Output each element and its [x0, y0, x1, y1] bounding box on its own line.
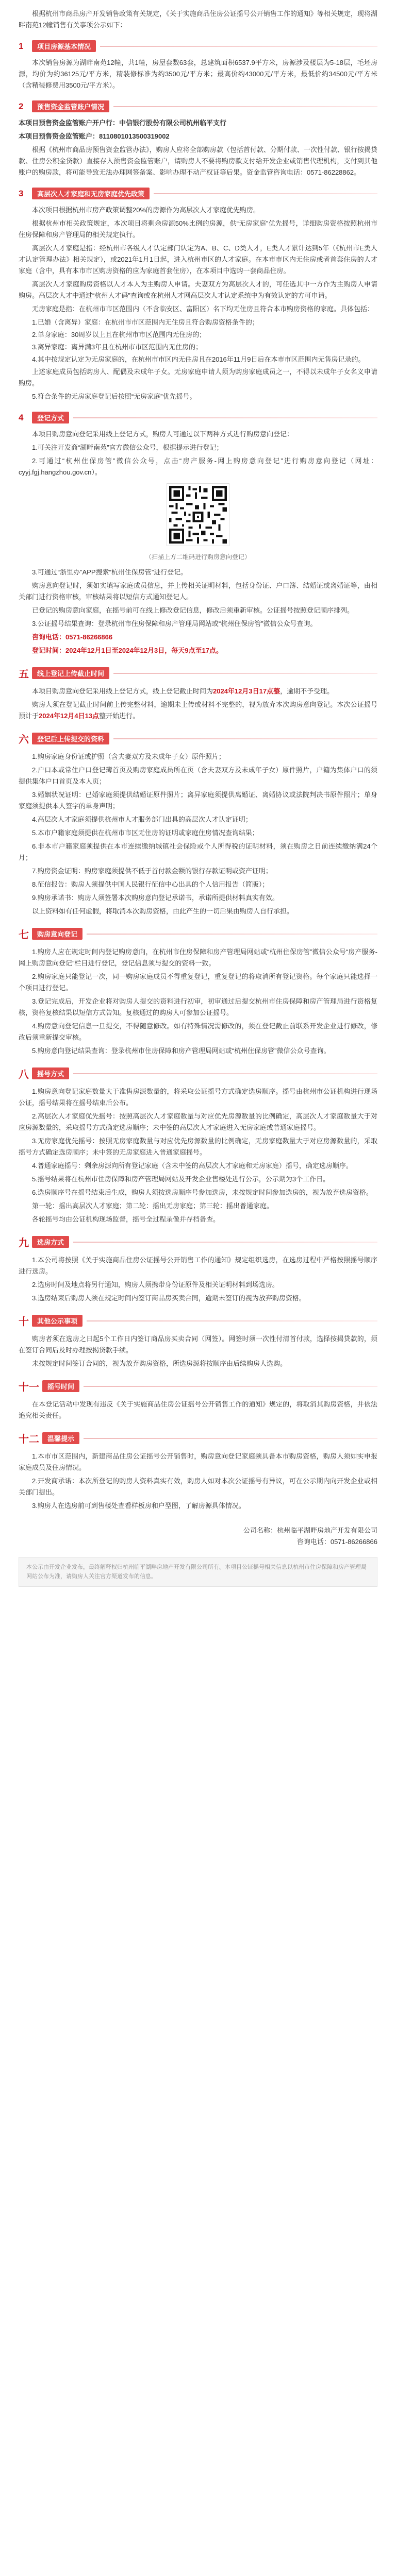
- section-paragraph: 1.本公司将按照《关于实施商品住房公证摇号公开销售工作的通知》规定组织选房，在选房过程中严格按照摇号顺序进行选房。: [19, 1256, 377, 1275]
- section-10: [19, 1313, 377, 1369]
- section-header: [19, 1431, 377, 1446]
- section-1: [19, 40, 377, 91]
- lottery-time: 2024年12月4日13点: [39, 712, 100, 720]
- section-paragraph: 根据杭州市相关政策规定，本次项目将剩余房源50%比例的房源，供“无房家庭”优先摇号，详细购房资格按照杭州市住房保障和房产管理局的相关规定执行。: [19, 219, 377, 239]
- section-number: 3: [19, 188, 24, 198]
- section-header: [19, 1379, 377, 1394]
- section-title: 项目房源基本情况: [32, 40, 96, 52]
- list-item: 6.非本市户籍家庭须提供在本市连续缴纳城镇社会保险或个人所得税的证明材料，须在购房之日前连续缴纳满24个月；: [19, 842, 377, 861]
- list-item: 1.购房家庭身份证或护照（含夫妻双方及未成年子女）原件照片；: [32, 753, 225, 760]
- footer-org: [19, 1525, 377, 1548]
- section-title: 购房意向登记: [32, 928, 82, 940]
- deadline-suffix: ，逾期不予受理。: [280, 687, 334, 695]
- list-item: 8.征信报告：购房人须提供中国人民银行征信中心出具的个人信用报告（简版）；: [32, 880, 269, 888]
- section-paragraph: 5.购房意向登记结果查询：登录杭州市住房保障和房产管理局网站或“杭州住保房管”微信公众号查询。: [32, 1047, 331, 1055]
- list-item: 4.高层次人才家庭须提供杭州市人才服务部门出具的高层次人才认定证明；: [32, 816, 252, 823]
- section-8: [19, 1066, 377, 1225]
- section-header: [19, 40, 377, 52]
- section-paragraph: 2.高层次人才家庭优先摇号：按照高层次人才家庭数量与对应优先房源数量的比例确定，高层次人才家庭数量大于对应房源数量的，采取摇号方式确定选房顺序；未中签的高层次人才家庭进入无房家庭或普通家庭摇号。: [19, 1112, 377, 1131]
- section-paragraph: 本次项目根据杭州市房产政策调整20%的房源作为高层次人才家庭优先购房。: [32, 206, 260, 214]
- list-item: 1.已婚（含离异）家庭：在杭州市市区范围内无住房且符合购房资格条件的；: [32, 318, 259, 326]
- section-2: [19, 100, 377, 178]
- section-title: 高层次人才家庭和无房家庭优先政策: [32, 188, 150, 199]
- section-number: 4: [19, 412, 24, 422]
- section-paragraph: 本项目购房意向登记采用线上登记方式，购房人可通过以下两种方式进行购房意向登记：: [32, 430, 294, 438]
- section-paragraph: 以上资料如有任何虚假，将取消本次购房资格，由此产生的一切后果由购房人自行承担。: [32, 907, 294, 915]
- list-item: 5.本市户籍家庭须提供在杭州市市区无住房的证明或家庭住房情况查询结果；: [32, 829, 259, 837]
- section-title: 摇号方式: [32, 1067, 69, 1079]
- lottery-text: 购房人须在登记截止时间前上传完整材料，逾期未上传或材料不完整的，视为放弃本次购房意向登记。本次公证摇号预计于: [19, 701, 377, 720]
- section-paragraph: 2.开发商承诺：本次所登记的购房人资料真实有效，购房人如对本次公证摇号有异议，可在公示期内向开发企业或相关部门提出。: [19, 1477, 377, 1496]
- section-paragraph: 本次销售房源为湖畔南苑12幢，共1幢，房屋套数63套，总建筑面积6537.9平方米，房源涉及楼层为5-18层，毛坯房源，均价为约36125元/平方米，精装修标准为约3500元/平方米；最高价约43000元/平方米，最低价约34500元/平方米（含精装修费用3500元/平方米）。: [19, 59, 377, 89]
- section-divider: [113, 738, 377, 739]
- section-number: 七: [19, 928, 29, 941]
- section-paragraph: 1.本市市区范围内，新建商品住房公证摇号公开销售时，购房意向登记家庭须具备本市购房资格，购房人须如实申报家庭成员及住房情况。: [19, 1452, 377, 1471]
- section-divider: [73, 1242, 377, 1243]
- section-paragraph: 5.摇号结果将在杭州市住房保障和房产管理局网站及开发企业售楼处进行公示，公示期为3个工作日。: [32, 1175, 330, 1183]
- section-paragraph: 未按规定时间签订合同的，视为放弃购房资格，所选房源将按顺序由后续购房人选购。: [32, 1360, 287, 1367]
- qr-code-icon[interactable]: [167, 483, 229, 546]
- section-number: 九: [19, 1236, 29, 1249]
- section-paragraph: 高层次人才家庭购房资格以人才本人为主购房人申请。夫妻双方为高层次人才的，可任选其中一方作为主购房人申请购房。高层次人才中通过“杭州人才码”查询或在杭州人才网高层次人才认定系统中为有效认定的方可申请。: [19, 280, 377, 299]
- section-number: 1: [19, 41, 24, 51]
- qr-code-container: [19, 483, 377, 546]
- list-item: 2.单身家庭：30周岁以上且在杭州市市区范围内无住房的；: [32, 331, 206, 338]
- section-paragraph: 3.购房人在选房前可到售楼处查看样板房和户型图，了解房源具体情况。: [32, 1502, 245, 1510]
- section-5: [19, 666, 377, 722]
- section-paragraph: 已登记的购房意向家庭，在摇号前可在线上修改登记信息，修改后须重新审核。公证摇号按照登记顺序排列。: [32, 606, 354, 614]
- section-11: [19, 1379, 377, 1421]
- section-title: 线上登记上传截止时间: [32, 667, 109, 679]
- section-header: [19, 100, 377, 112]
- section-divider: [154, 193, 377, 194]
- footer-note: 本公示由开发企业发布，最终解释权归杭州临平湖畔房地产开发有限公司所有。本项目公证摇号相关信息以杭州市住房保障和房产管理局网站公布为准，请购房人关注官方渠道发布的信息。: [19, 1557, 377, 1587]
- section-title: 预售资金监管账户情况: [32, 100, 109, 112]
- consult-phone: 咨询电话：0571-86266866: [32, 633, 113, 641]
- method-2: 2.可通过“杭州住保房管”微信公众号，点击“房产服务-网上购房意向登记”进行购房意向登记（网址：cyyj.fgj.hangzhou.gov.cn）。: [19, 457, 377, 476]
- section-header: [19, 731, 377, 746]
- section-paragraph: 3.无房家庭优先摇号：按照无房家庭数量与对应优先房源数量的比例确定，无房家庭数量大于对应房源数量的，采取摇号方式确定选房顺序；未中签的无房家庭进入普通家庭摇号。: [19, 1137, 377, 1156]
- section-3: [19, 188, 377, 402]
- section-paragraph: 购房意向登记时，须如实填写家庭成员信息，并上传相关证明材料，包括身份证、户口簿、结婚证或离婚证等，由相关部门进行资格审核，审核结果将以短信方式通知登记人。: [19, 582, 377, 601]
- deadline-value: 2024年12月3日17点整: [213, 687, 280, 695]
- section-divider: [87, 934, 377, 935]
- section-divider: [113, 673, 377, 674]
- section-paragraph: 第一轮：摇出高层次人才家庭；第二轮：摇出无房家庭；第三轮：摇出普通家庭。: [32, 1202, 274, 1210]
- section-number: 十: [19, 1315, 29, 1328]
- qr-caption: （扫描上方二维码进行购房意向登记）: [145, 553, 251, 561]
- section-divider: [73, 417, 377, 418]
- section-title: 选房方式: [32, 1236, 69, 1248]
- section-title: 登记方式: [32, 412, 69, 423]
- section-paragraph: 5.符合条件的无房家庭登记后按照“无房家庭”优先摇号。: [32, 393, 196, 400]
- section-paragraph: 3.登记完成后，开发企业将对购房人提交的资料进行初审，初审通过后提交杭州市住房保障和房产管理局进行资格复核，资格复核结果以短信方式告知。复核通过的购房人可参加公证摇号。: [19, 997, 377, 1016]
- section-number: 六: [19, 733, 29, 745]
- section-title: 其他公示事项: [32, 1315, 82, 1327]
- section-paragraph: 3.选房结束后购房人须在规定时间内签订商品房买卖合同，逾期未签订的视为放弃购房资格。: [32, 1294, 306, 1302]
- section-paragraph: 在本登记活动中发现有违反《关于实施商品住房公证摇号公开销售工作的通知》规定的，将取消其购房资格，并依法追究相关责任。: [19, 1400, 377, 1419]
- list-item: 3.婚姻状况证明：已婚家庭须提供结婚证原件照片；离异家庭须提供离婚证、离婚协议或法院判决书原件照片；单身家庭须提供本人签字的单身声明；: [19, 791, 377, 810]
- section-title: 登记后上传提交的资料: [32, 733, 109, 744]
- section-paragraph: 4.购房意向登记信息一旦提交，不得随意修改。如有特殊情况需修改的，须在登记截止前联系开发企业进行修改，修改后须重新提交审核。: [19, 1022, 377, 1041]
- section-divider: [113, 106, 377, 107]
- section-header: [19, 1313, 377, 1328]
- section-title: 摇号时间: [42, 1380, 79, 1392]
- time-label: 登记时间：: [32, 647, 66, 654]
- list-item: 3.离异家庭：离异满3年且在杭州市市区范围内无住房的；: [32, 343, 203, 351]
- section-divider: [73, 1073, 377, 1074]
- list-item: 4.其中按规定认定为无房家庭的，在杭州市市区内无住房且在2016年11月9日后在本市市区范围内无售房记录的。: [32, 355, 365, 363]
- section-paragraph: 2.选房时间及地点将另行通知，购房人须携带身份证原件及相关证明材料到场选房。: [32, 1281, 279, 1289]
- registration-time: 2024年12月1日至2024年12月3日，每天9点至17点。: [65, 647, 223, 654]
- section-title: 温馨提示: [42, 1432, 79, 1444]
- section-9: [19, 1234, 377, 1304]
- section-divider: [84, 1438, 377, 1439]
- intro-paragraph: 根据杭州市商品房产开发销售政策有关规定，《关于实施商品住房公证摇号公开销售工作的通知》等相关规定，现将湖畔南苑12幢销售有关事项公示如下：: [19, 10, 377, 29]
- lottery-suffix: 整开始进行。: [99, 712, 140, 720]
- company-phone: 咨询电话：0571-86266866: [296, 1538, 377, 1546]
- section-divider: [87, 1320, 377, 1321]
- section-paragraph: 根据《杭州市商品房预售资金监管办法》，购房人应将全部购房款（包括首付款、分期付款、一次性付款、银行按揭贷款、住房公积金贷款）直接存入预售资金监管账户，请购房人不要将购房款支付给开发企业或销售代理机构，支付到其他账户的购房款，将可能导致无法办理网签备案、影响办理不动产权证等后果。资金监管咨询电话：0571-86228862。: [19, 146, 377, 176]
- section-paragraph: 1.购房人应在规定时间内登记购房意向，在杭州市住房保障和房产管理局网站或“杭州住保房管”微信公众号“房产服务-网上购房意向登记”栏目进行登记，登记信息须与提交的资料一致。: [19, 948, 377, 967]
- section-paragraph: 1.购房意向登记家庭数量大于准售房源数量的，将采取公证摇号方式确定选房顺序。摇号由杭州市公证机构进行现场公证，摇号结果将在摇号结束后公布。: [19, 1088, 377, 1107]
- section-6: [19, 731, 377, 917]
- section-divider: [84, 1386, 377, 1387]
- section-header: [19, 188, 377, 199]
- section-number: 2: [19, 101, 24, 111]
- section-paragraph: 6.选房顺序号在摇号结束后生成，购房人须按选房顺序号参加选房，未按规定时间参加选房的，视为放弃选房资格。: [32, 1189, 373, 1196]
- bank-name: 本项目预售资金监管账户开户行：中信银行股份有限公司杭州临平支行: [19, 119, 227, 127]
- section-header: [19, 1234, 377, 1249]
- section-number: 十一: [19, 1381, 39, 1393]
- section-number: 五: [19, 668, 29, 680]
- method-1: 1.可关注开发商“湖畔南苑”官方微信公众号，根据提示进行登记；: [32, 444, 223, 451]
- section-header: [19, 412, 377, 423]
- section-paragraph: 2.购房家庭只能登记一次，同一购房家庭成员不得重复登记，重复登记的将取消所有登记资格。每个家庭只能选择一个项目进行登记。: [19, 973, 377, 992]
- section-header: [19, 926, 377, 941]
- bank-account: 本项目预售资金监管账户：8110801013500319002: [19, 132, 170, 140]
- list-item: 2.户口本或常住户口登记簿首页及购房家庭成员所在页（含夫妻双方及未成年子女）原件照片，户籍为集体户口的须提供集体户口首页及本人页；: [19, 766, 377, 785]
- method-3: 3.可通过“浙里办”APP搜索“杭州住保房管”进行登记。: [32, 568, 188, 576]
- section-paragraph: 各轮摇号均由公证机构现场监督，摇号全过程录像并存档备查。: [32, 1215, 220, 1223]
- list-item: 7.购房资金证明：购房家庭须提供不低于首付款金额的银行存款证明或资产证明；: [32, 867, 272, 875]
- section-divider: [100, 46, 377, 47]
- section-paragraph: 无房家庭是指：在杭州市市区范围内（不含临安区、富阳区）名下均无住房且符合本市购房资格的家庭。具体包括：: [32, 305, 374, 313]
- section-header: [19, 666, 377, 681]
- section-header: [19, 1066, 377, 1081]
- deadline-text: 本项目购房意向登记采用线上登记方式，线上登记截止时间为: [32, 687, 213, 695]
- section-paragraph: 购房者须在选房之日起5个工作日内签订商品房买卖合同（网签）。网签时须一次性付清首付款，选择按揭贷款的，须在签订合同后及时办理按揭贷款手续。: [19, 1335, 377, 1354]
- section-number: 八: [19, 1068, 29, 1080]
- section-paragraph: 4.普通家庭摇号：剩余房源向所有登记家庭（含未中签的高层次人才家庭和无房家庭）摇号，确定选房顺序。: [32, 1162, 353, 1170]
- section-number: 十二: [19, 1433, 39, 1445]
- company-name: 公司名称：杭州临平湖畔房地产开发有限公司: [243, 1527, 377, 1534]
- section-7: [19, 926, 377, 1057]
- section-4: [19, 412, 377, 656]
- section-12: [19, 1431, 377, 1512]
- section-paragraph: 3.公证摇号结果查询：登录杭州市住房保障和房产管理局网站或“杭州住保房管”微信公众号查询。: [32, 620, 317, 628]
- section-paragraph: 上述家庭成员包括购房人、配偶及未成年子女。无房家庭申请人须为购房家庭成员之一，不得以未成年子女名义申请购房。: [19, 368, 377, 387]
- list-item: 9.购房承诺书：购房人须签署本次购房意向登记承诺书，承诺所提供材料真实有效。: [32, 894, 279, 902]
- section-paragraph: 高层次人才家庭是指：经杭州市各级人才认定部门认定为A、B、C、D类人才，E类人才累计达到5年（《杭州市E类人才认定管理办法》相关规定），或2021年1月1日起，进入杭州市区的人才家庭。在本市市区内无住房或者首套住房的人才家庭（含中，具有本市市区购房资格的应为家庭首套住房），在本项目中选购一套商品住房。: [19, 244, 377, 275]
